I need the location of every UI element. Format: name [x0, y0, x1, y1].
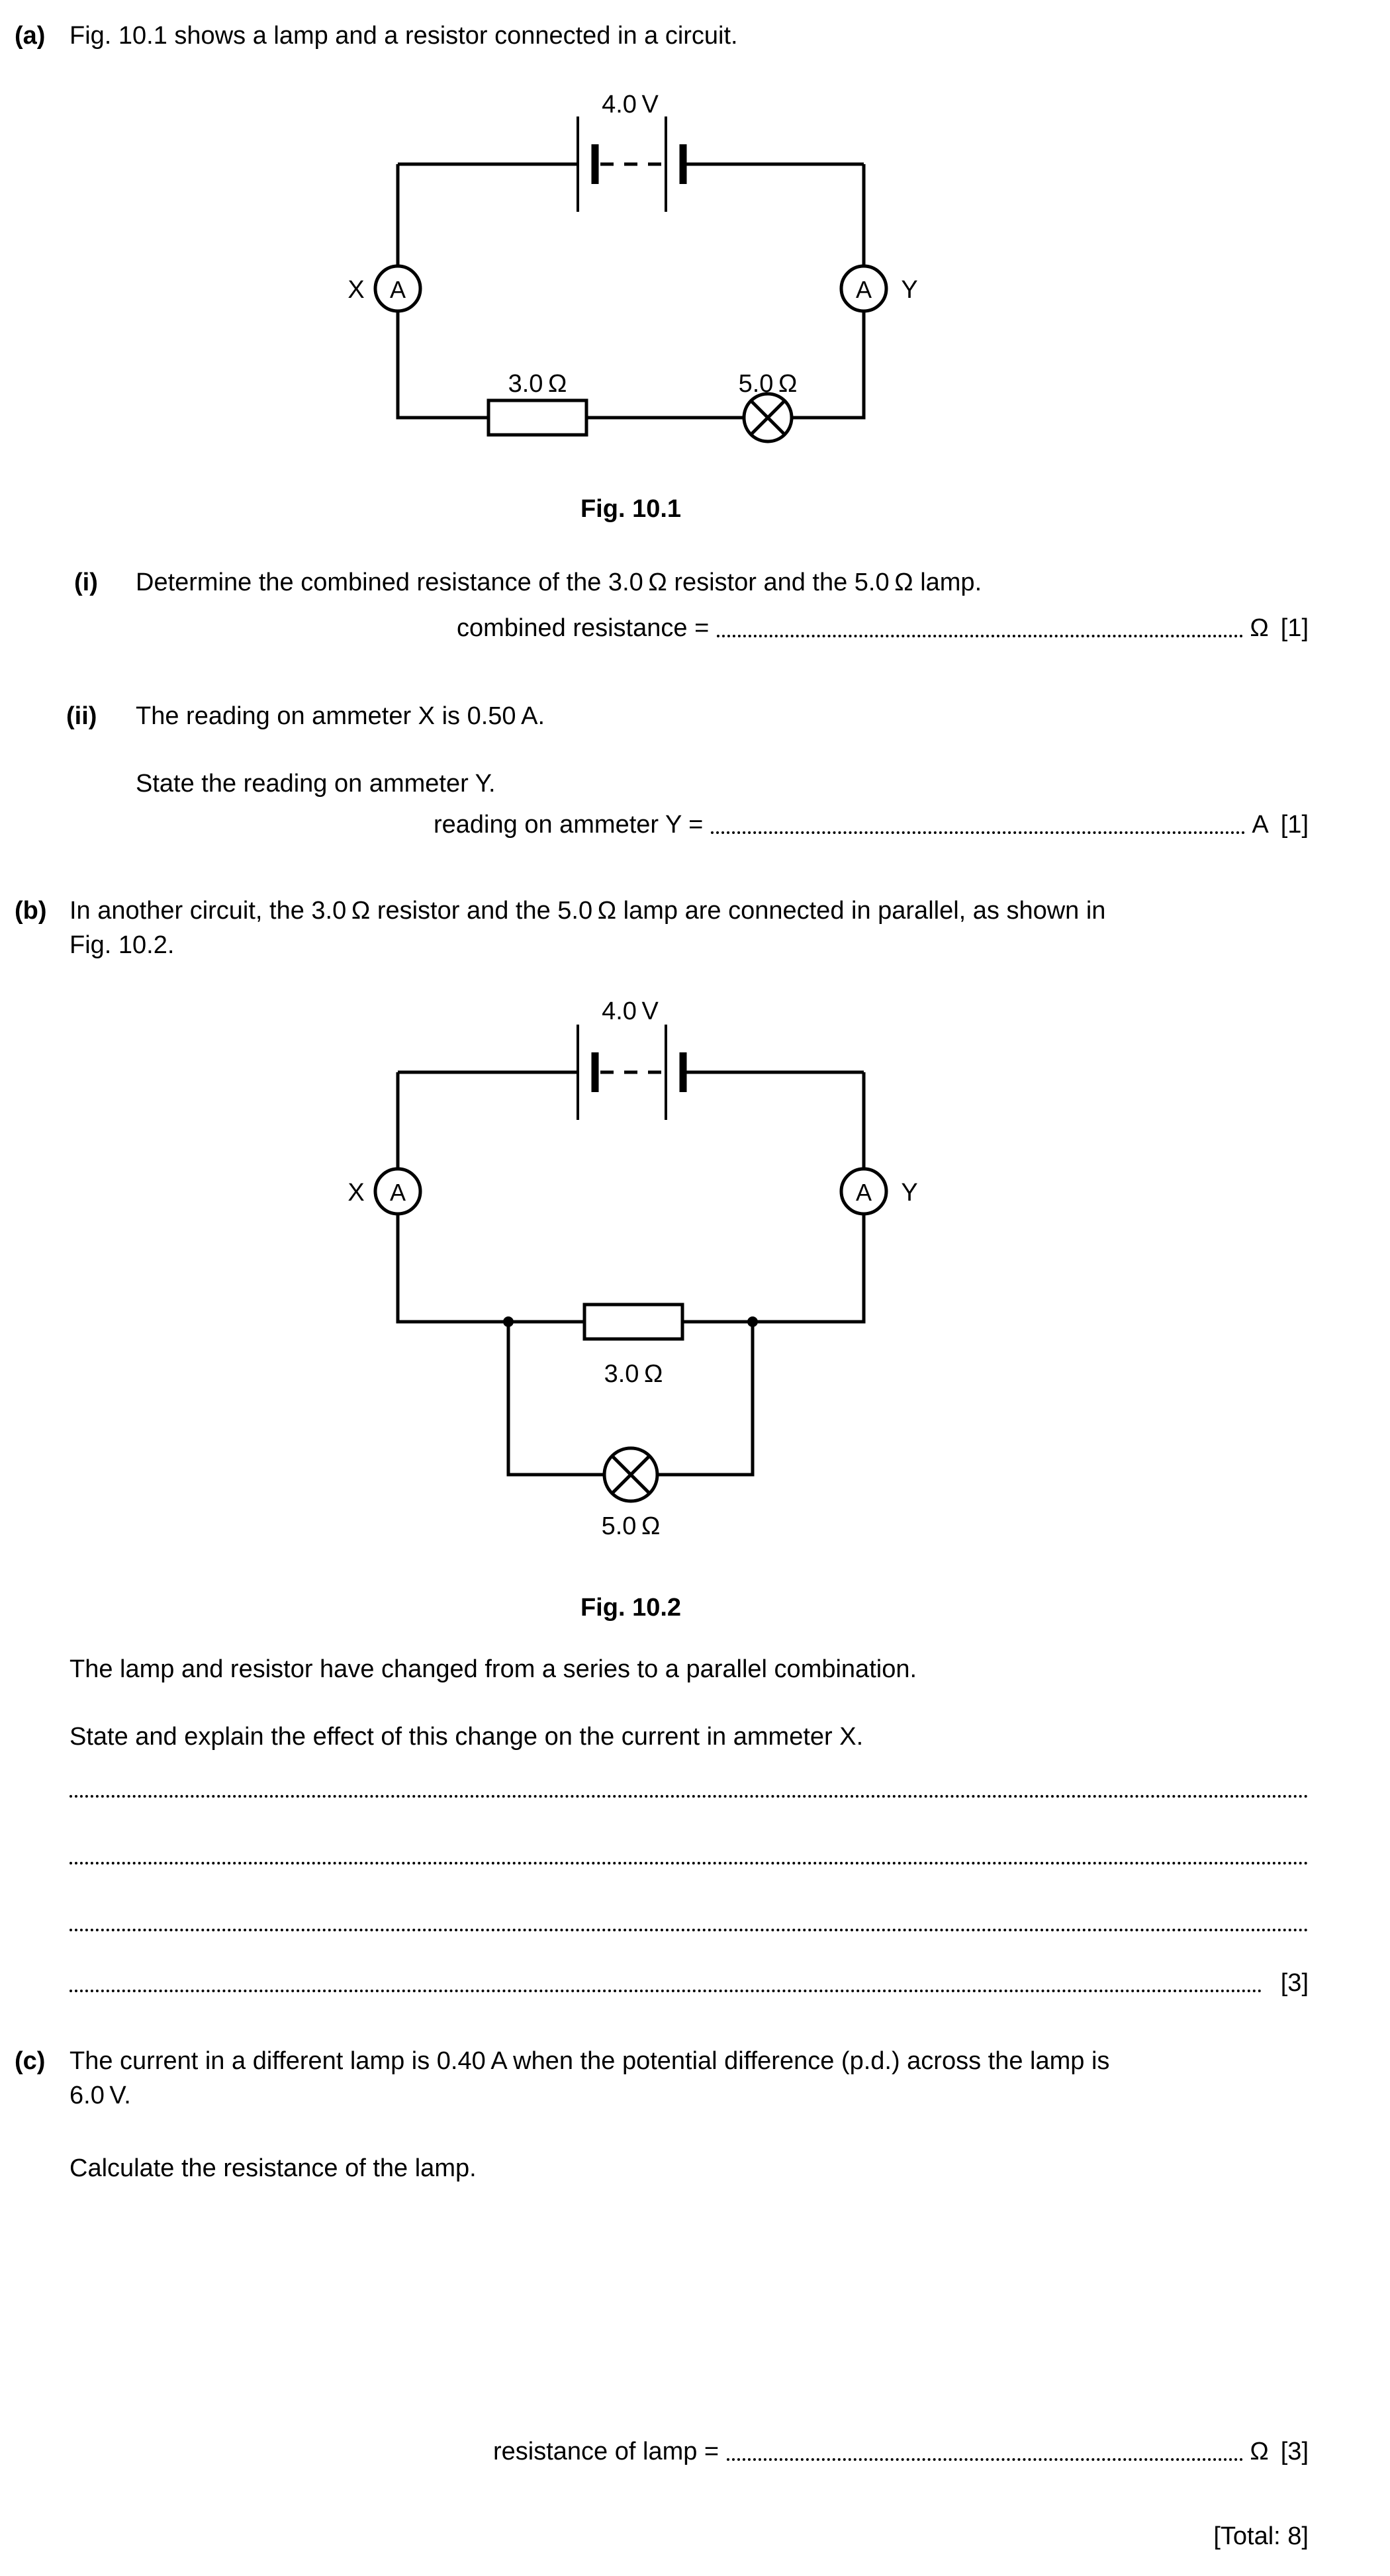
fig2-label-x: X — [348, 1179, 365, 1207]
fig1-caption: Fig. 10.1 — [580, 495, 682, 523]
marks-badge: [1] — [1280, 811, 1309, 839]
wire-right-lower — [792, 311, 864, 418]
answer-line-1 — [70, 1795, 1309, 1798]
resistor-icon — [488, 400, 586, 435]
part-b-label: (b) — [15, 897, 47, 925]
question-aii-label: (ii) — [66, 702, 97, 730]
part-c-text2: Calculate the resistance of the lamp. — [70, 2154, 477, 2182]
part-b-statement2: State and explain the effect of this change on the current in ammeter X. — [70, 1723, 864, 1751]
ammeter-y-letter: A — [855, 1179, 872, 1206]
answer-blank — [711, 831, 1245, 834]
answer-label: reading on ammeter Y = — [434, 811, 704, 839]
answer-line-2 — [70, 1862, 1309, 1864]
part-c-text-line2: 6.0 V. — [70, 2082, 131, 2109]
question-aii-text1: The reading on ammeter X is 0.50 A. — [136, 702, 545, 730]
resistor-icon — [584, 1305, 682, 1339]
question-ai-label: (i) — [74, 569, 98, 596]
answer-row-resistance-of-lamp — [493, 2436, 1309, 2467]
answer-blank — [70, 1990, 1262, 1992]
wire-left-lower — [398, 311, 488, 418]
question-aii-text2: State the reading on ammeter Y. — [136, 770, 496, 798]
fig2-lamp-value: 5.0 Ω — [601, 1512, 661, 1540]
lamp-icon — [744, 394, 792, 441]
battery-icon — [398, 1025, 864, 1120]
wire-right-lower — [682, 1214, 864, 1322]
part-b-intro-line1: In another circuit, the 3.0 Ω resistor and the 5.0 Ω lamp are connected in parallel, as shown in — [70, 897, 1106, 925]
answer-blank — [727, 2458, 1243, 2461]
wire-branch-left — [508, 1322, 604, 1475]
ammeter-x-icon — [375, 266, 420, 311]
fig-10-2-circuit-diagram — [318, 966, 966, 1588]
ammeter-y-icon — [841, 266, 886, 311]
total-marks: [Total: 8] — [1213, 2522, 1309, 2550]
answer-row-ammeter-y — [434, 809, 1309, 841]
fig2-caption: Fig. 10.2 — [580, 1594, 682, 1622]
part-a-label: (a) — [15, 22, 46, 50]
marks-badge: [3] — [1280, 2438, 1309, 2465]
marks-badge: [3] — [1280, 1969, 1309, 1997]
fig-10-1-circuit-diagram — [318, 66, 966, 529]
wire-branch-right — [657, 1322, 753, 1475]
fig1-lamp-value: 5.0 Ω — [738, 370, 798, 398]
fig1-resistor-value: 3.0 Ω — [508, 370, 567, 398]
part-b-statement1: The lamp and resistor have changed from a series to a parallel combination. — [70, 1655, 917, 1683]
fig2-label-y: Y — [901, 1179, 918, 1207]
part-b-intro-line2: Fig. 10.2. — [70, 931, 175, 959]
answer-unit: A — [1252, 811, 1269, 839]
ammeter-x-letter: A — [389, 1179, 406, 1206]
fig1-label-y: Y — [901, 276, 918, 304]
answer-line-3 — [70, 1929, 1309, 1931]
fig2-battery-voltage-label: 4.0 V — [602, 997, 659, 1025]
answer-label: combined resistance = — [457, 614, 710, 642]
fig1-battery-voltage-label: 4.0 V — [602, 91, 659, 118]
ammeter-x-letter: A — [389, 276, 406, 303]
ammeter-y-letter: A — [855, 276, 872, 303]
marks-badge: [1] — [1280, 614, 1309, 642]
answer-unit: Ω — [1250, 614, 1269, 642]
part-c-text-line1: The current in a different lamp is 0.40 A when the potential difference (p.d.) across the lamp is — [70, 2047, 1110, 2075]
ammeter-x-icon — [375, 1169, 420, 1214]
fig2-resistor-value: 3.0 Ω — [604, 1360, 663, 1388]
part-c-label: (c) — [15, 2047, 46, 2075]
wire-left-lower — [398, 1214, 584, 1322]
answer-unit: Ω — [1250, 2438, 1269, 2465]
battery-icon — [398, 116, 864, 212]
answer-blank — [717, 635, 1243, 637]
answer-line-4 — [70, 1967, 1309, 1999]
fig1-label-x: X — [348, 276, 365, 304]
answer-row-combined-resistance — [457, 612, 1309, 644]
lamp-icon — [604, 1448, 657, 1501]
question-ai-text: Determine the combined resistance of the 3.0 Ω resistor and the 5.0 Ω lamp. — [136, 569, 982, 596]
answer-label: resistance of lamp = — [493, 2438, 719, 2465]
part-a-intro: Fig. 10.1 shows a lamp and a resistor connected in a circuit. — [70, 22, 738, 50]
ammeter-y-icon — [841, 1169, 886, 1214]
